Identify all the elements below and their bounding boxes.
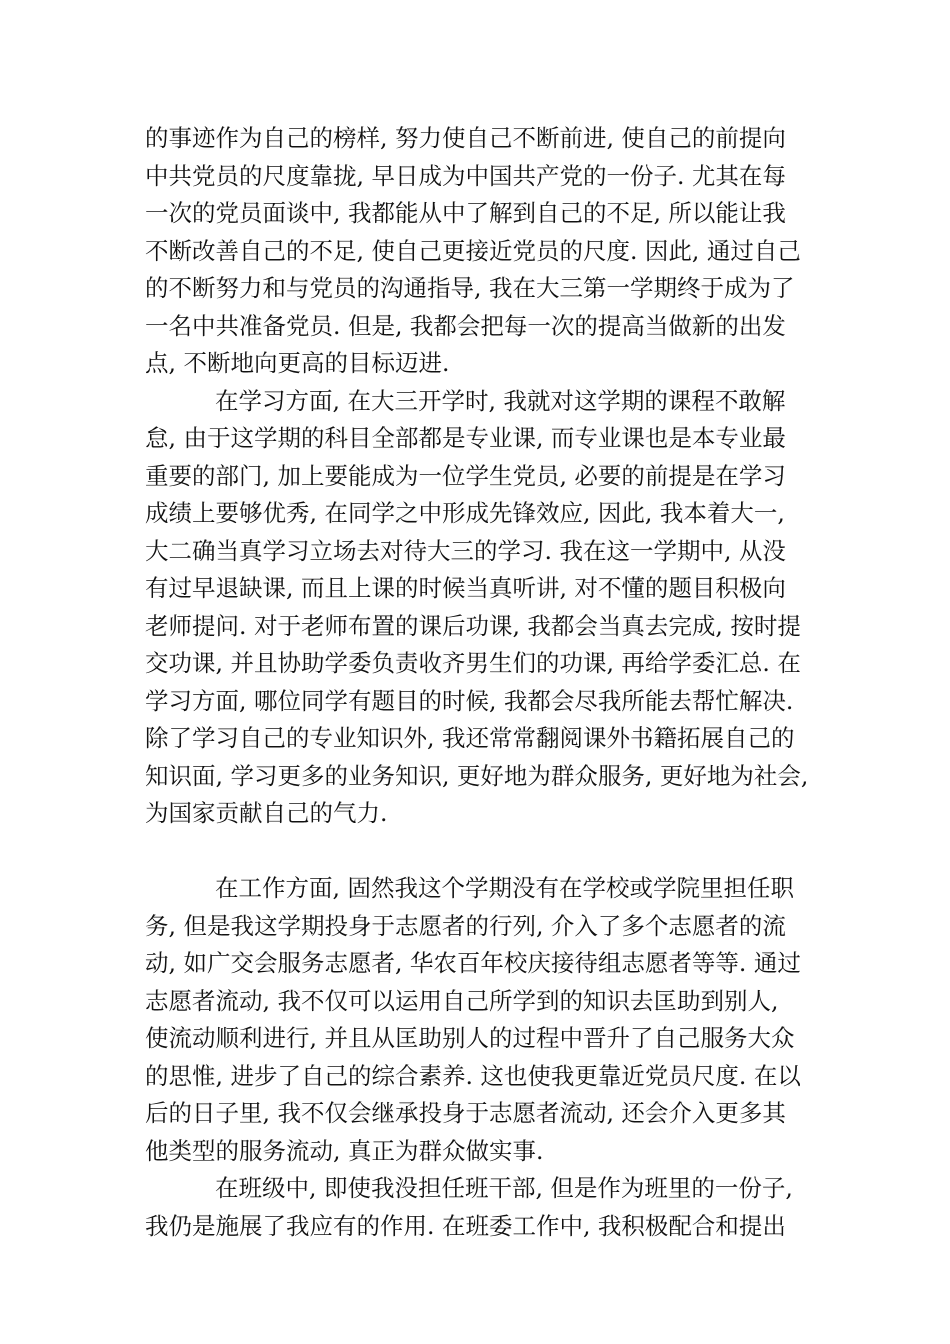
- text-line: 在学习方面, 在大三开学时, 我就对这学期的课程不敢解: [215, 386, 786, 415]
- text-line: 知识面, 学习更多的业务知识, 更好地为群众服务, 更好地为社会,: [145, 761, 809, 790]
- text-line: 我仍是施展了我应有的作用. 在班委工作中, 我积极配合和提出: [145, 1211, 786, 1240]
- text-line: 一名中共准备党员. 但是, 我都会把每一次的提高当做新的出发: [145, 311, 786, 340]
- text-line: 点, 不断地向更高的目标迈进.: [145, 349, 450, 377]
- text-line: 一次的党员面谈中, 我都能从中了解到自己的不足, 所以能让我: [145, 199, 786, 227]
- text-line: 不断改善自己的不足, 使自己更接近党员的尺度. 因此, 通过自己: [145, 236, 801, 265]
- text-line: 中共党员的尺度靠拢, 早日成为中国共产党的一份子. 尤其在每: [145, 161, 786, 190]
- text-line: [145, 833, 805, 871]
- text-line: 动, 如广交会服务志愿者, 华农百年校庆接待组志愿者等等. 通过: [145, 949, 801, 977]
- text-line: 在班级中, 即使我没担任班干部, 但是作为班里的一份子,: [215, 1174, 793, 1202]
- text-line: 老师提问. 对于老师布置的课后功课, 我都会当真去完成, 按时提: [145, 611, 801, 640]
- text-line: 使流动顺利进行, 并且从匡助别人的过程中晋升了自己服务大众: [145, 1024, 795, 1052]
- text-line: 在工作方面, 固然我这个学期没有在学校或学院里担任职: [215, 874, 794, 902]
- text-line: 的事迹作为自己的榜样, 努力使自己不断前进, 使自己的前提向: [145, 124, 786, 152]
- text-line: 务, 但是我这学期投身于志愿者的行列, 介入了多个志愿者的流: [145, 911, 786, 940]
- text-line: 除了学习自己的专业知识外, 我还常常翻阅课外书籍拓展自己的: [145, 724, 795, 752]
- text-line: 的不断努力和与党员的沟通指导, 我在大三第一学期终于成为了: [145, 274, 795, 302]
- text-line: 成绩上要够优秀, 在同学之中形成先锋效应, 因此, 我本着大一,: [145, 499, 785, 527]
- text-line: 后的日子里, 我不仅会继承投身于志愿者流动, 还会介入更多其: [145, 1099, 786, 1127]
- text-line: 学习方面, 哪位同学有题目的时候, 我都会尽我所能去帮忙解决.: [145, 686, 794, 715]
- text-line: 大二确当真学习立场去对待大三的学习. 我在这一学期中, 从没: [145, 536, 786, 565]
- text-line: 志愿者流动, 我不仅可以运用自己所学到的知识去匡助到别人,: [145, 986, 779, 1015]
- text-line: 交功课, 并且协助学委负责收齐男生们的功课, 再给学委汇总. 在: [145, 649, 801, 677]
- text-line: 他类型的服务流动, 真正为群众做实事.: [145, 1136, 544, 1165]
- text-line: 怠, 由于这学期的科目全部都是专业课, 而专业课也是本专业最: [145, 424, 786, 452]
- text-line: 重要的部门, 加上要能成为一位学生党员, 必要的前提是在学习: [145, 461, 786, 490]
- body-text: [145, 120, 809, 1245]
- text-line: 的思惟, 进步了自己的综合素养. 这也使我更靠近党员尺度. 在以: [145, 1061, 801, 1090]
- text-line: 有过早退缺课, 而且上课的时候当真听讲, 对不懂的题目积极向: [145, 574, 786, 602]
- text-line: 为国家贡献自己的气力.: [145, 799, 388, 827]
